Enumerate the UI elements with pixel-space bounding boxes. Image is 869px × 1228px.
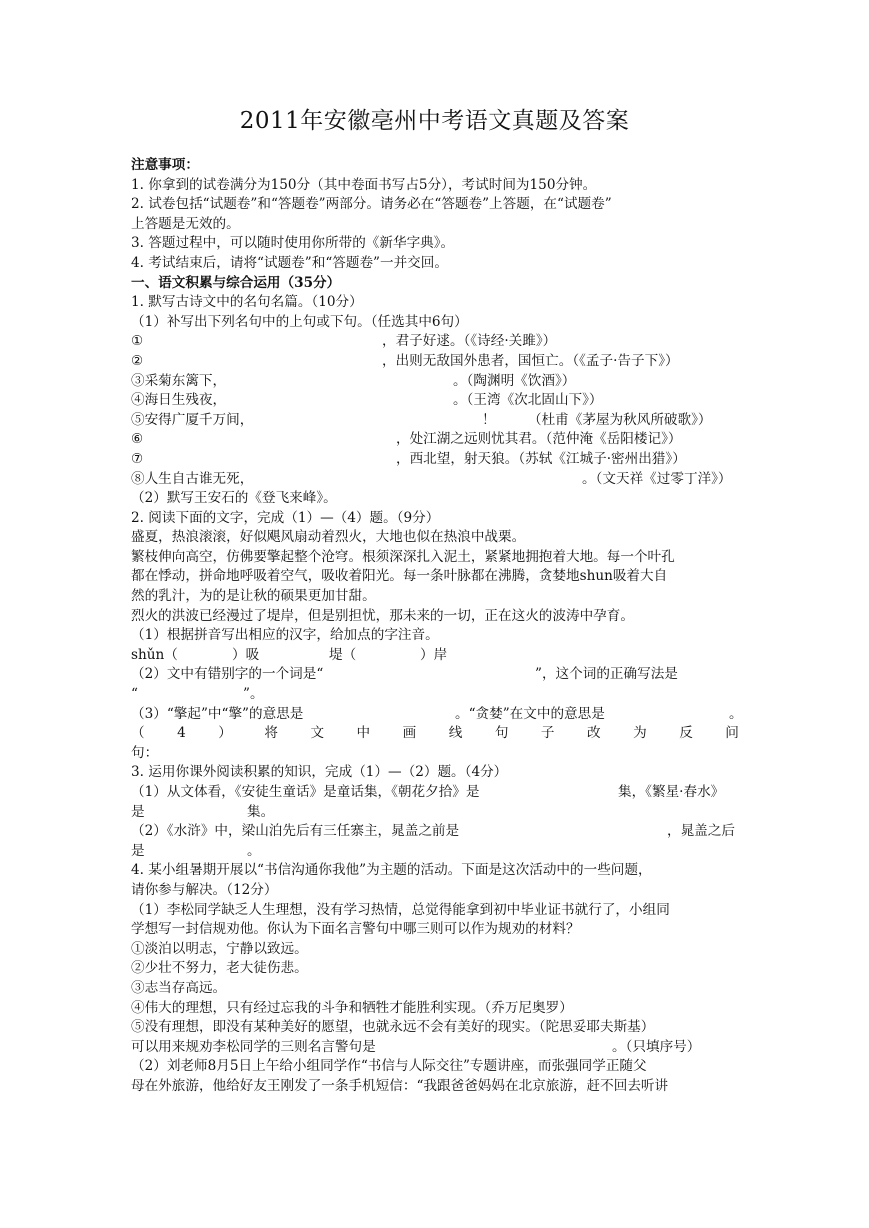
fill-line [131,822,739,842]
passage-line: 都在悸动，拼命地呼吸着空气，吸收着阳光。每一条叶脉都在沸腾，贪婪地shun吸着大自 [131,568,668,585]
question-stem: 请你参与解决。（12分） [131,881,278,898]
item-number: ⑥ [131,431,144,448]
fill-line [131,411,739,431]
item-punct: ！ [482,411,496,428]
fill-line [131,803,739,823]
item-source: 。（文天祥《过零丁洋》） [582,470,732,487]
question-stem: 1. 默写古诗文中的名句名篇。（10分） [131,294,363,311]
item-source: 。（王湾《次北固山下》） [453,392,603,409]
item-number: ② [131,352,144,369]
justified-char: 为 [633,725,647,742]
section-heading: 一、语文积累与综合运用（35分） [131,274,341,291]
justified-char: 4 [177,725,186,742]
fill-line [131,1038,739,1058]
fill-line [131,470,739,490]
fill-line [131,332,739,352]
sub-question: （2）默写王安石的《登飞来峰》。 [131,490,337,507]
justified-line [131,724,739,744]
exam-content [131,156,743,1097]
item-text: ⑧人生自古谁无死， [131,470,254,487]
passage-line: 烈火的洪波已经漫过了堤岸，但是别担忧，那未来的一切，正在这火的波涛中孕育。 [131,607,634,624]
sub-question-cont: 句： [131,744,159,761]
fill-line [131,842,739,862]
item-text: ⑤安得广厦千万间， [131,411,254,428]
fill-line [131,430,739,450]
option-item: ④伟大的理想，只有经过忘我的斗争和牺牲才能胜利实现。（乔万尼奥罗） [131,999,573,1016]
notice-item: 上答题是无效的。 [131,215,240,232]
sub-question-cont: 。“贪婪”在文中的意思是 [455,705,605,722]
fill-line [131,783,739,803]
passage-line: 繁枝伸向高空，仿佛要擎起整个沧穹。根须深深扎入泥土，紧紧地拥抱着大地。每一个叶孔 [131,548,675,565]
justified-char: 句 [494,725,509,742]
passage-line: 然的乳汁，为的是让秋的硕果更加甘甜。 [131,588,376,605]
justified-char: 子 [540,725,555,742]
item-text: ，处江湖之远则忧其君。（范仲淹《岳阳楼记》） [396,431,682,448]
passage-line: 盛夏，热浪滚滚，好似飓风扇动着烈火，大地也似在热浪中战栗。 [131,529,526,546]
question-stem: 3. 运用你课外阅读积累的知识，完成（1）—（2）题。（4分） [131,764,508,781]
sub-question: 学想写一封信规劝他。你认为下面名言警句中哪三则可以作为规劝的材料？ [131,921,580,938]
quote-open: “ [131,686,138,703]
question-stem: 2. 阅读下面的文字，完成（1）—（4）题。（9分） [131,509,440,526]
option-item: ③志当存高远。 [131,979,227,996]
justified-char: 画 [402,725,417,742]
fill-line [131,450,739,470]
item-source: 。（陶渊明《饮酒》） [453,372,576,389]
fill-line [131,705,743,725]
justified-char: 问 [725,725,739,742]
justified-char: 线 [448,725,463,742]
quote-close: ”。 [243,686,264,703]
sub-question: （1）补写出下列名句中的上句或下句。（任选其中6句） [131,313,468,330]
fill-line [131,665,739,685]
fill-line [131,646,739,666]
justified-char: ） [218,725,232,742]
item-text: ③采菊东篱下， [131,372,227,389]
sub-question: （2）《水浒》中，梁山泊先后有三任寨主，晁盖之前是 [131,823,460,840]
justified-char: 改 [587,725,601,742]
item-number: ① [131,333,144,350]
option-item: ⑤没有理想，即没有某种美好的愿望，也就永远不会有美好的现实。（陀思妥耶夫斯基） [131,1019,655,1036]
notice-heading: 注意事项： [131,157,199,173]
justified-char: 文 [310,725,325,742]
fill-line [131,685,739,705]
notice-item: 2. 试卷包括“试题卷”和“答题卷”两部分。请务必在“答题卷”上答题，在“试题卷” [131,196,612,213]
sub-question: 母在外旅游，他给好友王刚发了一条手机短信：“我跟爸爸妈妈在北京旅游，赶不回去听讲 [131,1077,669,1094]
option-item: ①淡泊以明志，宁静以致远。 [131,940,308,957]
sub-question: （1）李松同学缺乏人生理想，没有学习热情，总觉得能拿到初中毕业证书就行了，小组同 [131,901,670,918]
pinyin-item: shǔn（ [131,646,178,663]
sub-question-end: 集。 [247,803,275,820]
answer-note: 。（只填序号） [612,1038,701,1055]
sub-question-cont: ，晁盖之后 [667,823,735,840]
notice-item: 4. 考试结束后，请将“试题卷”和“答题卷”一并交回。 [131,254,448,271]
sub-question-cont: 是 [131,803,145,820]
item-text: ，西北望，射天狼。（苏轼《江城子·密州出猎》） [396,450,686,467]
sub-question-cont: ”，这个词的正确写法是 [535,666,678,683]
answer-prompt: 可以用来规劝李松同学的三则名言警句是 [131,1038,376,1055]
notice-item: 1. 你拿到的试卷满分为150分（其中卷面书写占5分），考试时间为150分钟。 [131,176,597,193]
sub-question-end: 。 [247,842,261,859]
fill-line [131,372,739,392]
sub-question: （2）刘老师8月5日上午给小组同学作“书信与人际交往”专题讲座，而张强同学正随父 [131,1058,647,1075]
pinyin-item: 堤（ [329,646,357,663]
item-source: （杜甫《茅屋为秋风所破歌》） [528,411,712,428]
option-item: ②少壮不努力，老大徒伤悲。 [131,960,308,977]
fill-line [131,391,739,411]
justified-char: （ [131,725,145,742]
item-text: ，出则无敌国外患者，国恒亡。（《孟子·告子下》） [382,352,679,369]
item-text: ，君子好逑。（《诗经·关雎》） [382,333,557,350]
notice-item: 3. 答题过程中，可以随时使用你所带的《新华字典》。 [131,235,455,252]
sub-question: （2）文中有错别字的一个词是“ [131,666,324,683]
sub-question: （3）“擎起”中“擎”的意思是 [131,705,304,722]
sub-question-cont: 是 [131,842,145,859]
sub-question: （1）根据拼音写出相应的汉字，给加点的字注音。 [131,627,439,644]
page-title: 2011年安徽亳州中考语文真题及答案 [239,108,630,134]
pinyin-item: ）岸 [420,646,448,663]
question-stem: 4. 某小组暑期开展以“书信沟通你我他”为主题的活动。下面是这次活动中的一些问题， [131,862,652,879]
sub-question-cont: 集，《繁星·春水》 [618,784,725,800]
item-number: ⑦ [131,450,144,467]
item-text: ④海日生残夜， [131,392,227,409]
justified-char: 中 [356,725,371,742]
justified-char: 反 [679,725,693,742]
sub-question: （1）从文体看，《安徒生童话》是童话集，《朝花夕拾》是 [131,784,480,800]
pinyin-item: ）吸 [232,646,260,663]
sub-question-end: 。 [729,705,743,722]
justified-char: 将 [264,725,278,742]
fill-line [131,352,739,372]
